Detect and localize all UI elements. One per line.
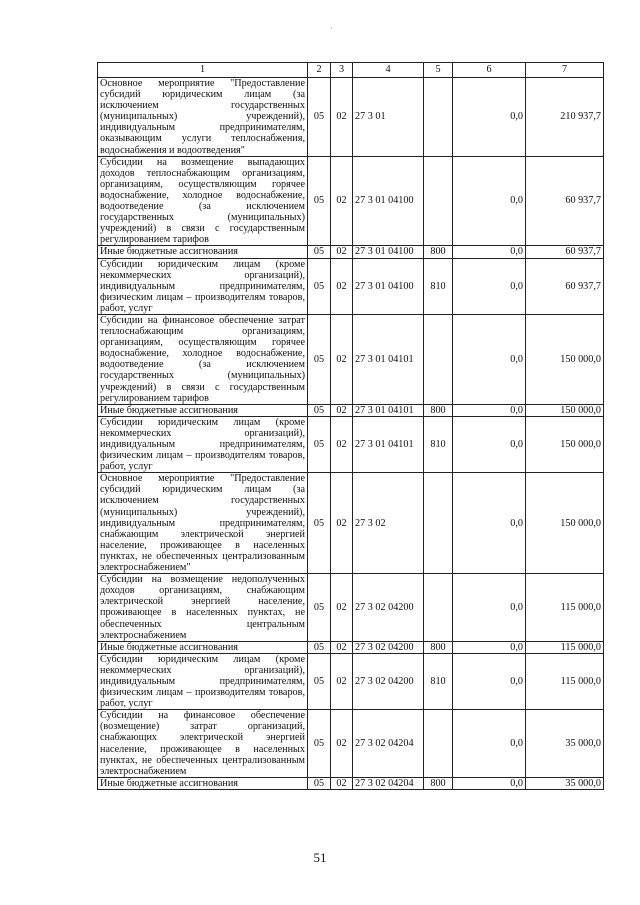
row-target-article-cell: 27 3 02 04204 — [353, 710, 424, 778]
row-expense-type-cell — [424, 710, 453, 778]
header-cell-1: 1 — [98, 63, 308, 78]
row-subsection-cell: 02 — [331, 314, 353, 404]
row-expense-type-cell — [424, 78, 453, 157]
row-value-col7-cell: 115 000,0 — [526, 641, 604, 653]
row-subsection-cell: 02 — [331, 78, 353, 157]
row-name-cell: Основное мероприятие "Предоставление субсидий юридическим лицам (за исключением государственных (муниципальных) учреждений), индивидуальным предпринимателям, снабжающим электрической энергией население, проживающее в населенных пунктах, не обеспеченных централизованным электроснабжением" — [98, 473, 308, 574]
row-target-article-cell: 27 3 01 04101 — [353, 404, 424, 416]
header-cell-7: 7 — [526, 63, 604, 78]
row-value-col7-cell: 60 937,7 — [526, 156, 604, 246]
row-value-col6-cell: 0,0 — [453, 156, 526, 246]
row-value-col6-cell: 0,0 — [453, 404, 526, 416]
table-row — [98, 777, 604, 789]
row-section-cell: 05 — [308, 473, 331, 574]
row-value-col6-cell: 0,0 — [453, 710, 526, 778]
table-header-row — [98, 63, 604, 78]
row-value-col7-cell: 60 937,7 — [526, 246, 604, 258]
budget-table — [97, 62, 604, 790]
row-expense-type-cell: 800 — [424, 246, 453, 258]
row-subsection-cell: 02 — [331, 156, 353, 246]
header-cell-2: 2 — [308, 63, 331, 78]
row-subsection-cell: 02 — [331, 710, 353, 778]
table-row — [98, 641, 604, 653]
table-row — [98, 710, 604, 778]
row-section-cell: 05 — [308, 314, 331, 404]
table-row — [98, 246, 604, 258]
row-value-col7-cell: 150 000,0 — [526, 314, 604, 404]
header-cell-6: 6 — [453, 63, 526, 78]
row-expense-type-cell — [424, 473, 453, 574]
row-name-cell: Основное мероприятие "Предоставление субсидий юридическим лицам (за исключением государственных (муниципальных) учреждений), индивидуальным предпринимателям, оказывающим услуги теплоснабжения, водоснабжения и водоотведения" — [98, 78, 308, 157]
row-name-cell: Субсидии на возмещение недополученных доходов организациям, снабжающим электрической энергией население, проживающее в населенных пунктах, не обеспеченных центральным электроснабжением — [98, 574, 308, 642]
row-name-cell: Иные бюджетные ассигнования — [98, 777, 308, 789]
row-subsection-cell: 02 — [331, 258, 353, 314]
table-row — [98, 314, 604, 404]
table-row — [98, 78, 604, 157]
row-name-cell: Субсидии юридическим лицам (кроме некоммерческих организаций), индивидуальным предпринимателям, физическим лицам – производителям товаров, работ, услуг — [98, 258, 308, 314]
row-target-article-cell: 27 3 02 04200 — [353, 574, 424, 642]
row-value-col6-cell: 0,0 — [453, 246, 526, 258]
row-target-article-cell: 27 3 02 04204 — [353, 777, 424, 789]
row-section-cell: 05 — [308, 246, 331, 258]
row-section-cell: 05 — [308, 156, 331, 246]
row-value-col6-cell: 0,0 — [453, 473, 526, 574]
table-row — [98, 258, 604, 314]
table-body — [98, 63, 604, 790]
table-row — [98, 473, 604, 574]
row-value-col7-cell: 60 937,7 — [526, 258, 604, 314]
row-expense-type-cell — [424, 156, 453, 246]
row-target-article-cell: 27 3 02 — [353, 473, 424, 574]
row-subsection-cell: 02 — [331, 574, 353, 642]
row-name-cell: Субсидии юридическим лицам (кроме некоммерческих организаций), индивидуальным предпринимателям, физическим лицам – производителям товаров, работ, услуг — [98, 416, 308, 472]
row-subsection-cell: 02 — [331, 653, 353, 709]
row-name-cell: Субсидии на финансовое обеспечение (возмещение) затрат организаций, снабжающих электрической энергией население, проживающее в населенных пунктах, не обеспеченных централизованным электроснабжением — [98, 710, 308, 778]
row-name-cell: Иные бюджетные ассигнования — [98, 246, 308, 258]
table-row — [98, 574, 604, 642]
row-target-article-cell: 27 3 01 04100 — [353, 246, 424, 258]
row-name-cell: Иные бюджетные ассигнования — [98, 404, 308, 416]
row-target-article-cell: 27 3 01 04100 — [353, 156, 424, 246]
row-value-col7-cell: 115 000,0 — [526, 653, 604, 709]
row-expense-type-cell: 810 — [424, 258, 453, 314]
row-value-col7-cell: 150 000,0 — [526, 416, 604, 472]
header-cell-3: 3 — [331, 63, 353, 78]
row-subsection-cell: 02 — [331, 404, 353, 416]
row-value-col6-cell: 0,0 — [453, 777, 526, 789]
row-expense-type-cell — [424, 314, 453, 404]
row-target-article-cell: 27 3 01 — [353, 78, 424, 157]
row-expense-type-cell: 800 — [424, 777, 453, 789]
row-target-article-cell: 27 3 01 04100 — [353, 258, 424, 314]
row-section-cell: 05 — [308, 258, 331, 314]
row-value-col6-cell: 0,0 — [453, 653, 526, 709]
row-expense-type-cell: 810 — [424, 653, 453, 709]
row-section-cell: 05 — [308, 777, 331, 789]
table-row — [98, 156, 604, 246]
row-name-cell: Субсидии на финансовое обеспечение затрат теплоснабжающим организациям, организациям, осуществляющим горячее водоснабжение, холодное водоснабжение, водоотведение (за исключением государственных (муниципальных) учреждений) в связи с государственным регулированием тарифов — [98, 314, 308, 404]
row-target-article-cell: 27 3 01 04101 — [353, 314, 424, 404]
row-value-col6-cell: 0,0 — [453, 258, 526, 314]
row-target-article-cell: 27 3 02 04200 — [353, 653, 424, 709]
row-value-col7-cell: 115 000,0 — [526, 574, 604, 642]
table-row — [98, 653, 604, 709]
row-subsection-cell: 02 — [331, 777, 353, 789]
row-section-cell: 05 — [308, 416, 331, 472]
row-section-cell: 05 — [308, 404, 331, 416]
row-value-col6-cell: 0,0 — [453, 574, 526, 642]
row-expense-type-cell: 810 — [424, 416, 453, 472]
row-expense-type-cell: 800 — [424, 641, 453, 653]
row-subsection-cell: 02 — [331, 641, 353, 653]
table-row — [98, 404, 604, 416]
scan-speck: · — [330, 24, 333, 33]
row-section-cell: 05 — [308, 641, 331, 653]
header-cell-4: 4 — [353, 63, 424, 78]
row-value-col7-cell: 150 000,0 — [526, 404, 604, 416]
row-target-article-cell: 27 3 02 04200 — [353, 641, 424, 653]
row-subsection-cell: 02 — [331, 246, 353, 258]
row-subsection-cell: 02 — [331, 473, 353, 574]
row-value-col6-cell: 0,0 — [453, 314, 526, 404]
row-section-cell: 05 — [308, 653, 331, 709]
row-value-col6-cell: 0,0 — [453, 641, 526, 653]
row-section-cell: 05 — [308, 78, 331, 157]
row-name-cell: Субсидии на возмещение выпадающих доходов теплоснабжающим организациям, организациям, осуществляющим горячее водоснабжение, холодное водоснабжение, водоотведение (за исключением государственных (муниципальных) учреждений) в связи с государственным регулированием тарифов — [98, 156, 308, 246]
row-value-col7-cell: 35 000,0 — [526, 777, 604, 789]
row-target-article-cell: 27 3 01 04101 — [353, 416, 424, 472]
page-number: 51 — [313, 850, 327, 865]
row-section-cell: 05 — [308, 574, 331, 642]
row-value-col6-cell: 0,0 — [453, 78, 526, 157]
row-value-col6-cell: 0,0 — [453, 416, 526, 472]
row-subsection-cell: 02 — [331, 416, 353, 472]
row-section-cell: 05 — [308, 710, 331, 778]
row-value-col7-cell: 150 000,0 — [526, 473, 604, 574]
row-expense-type-cell: 800 — [424, 404, 453, 416]
row-name-cell: Субсидии юридическим лицам (кроме некоммерческих организаций), индивидуальным предпринимателям, физическим лицам – производителям товаров, работ, услуг — [98, 653, 308, 709]
row-value-col7-cell: 35 000,0 — [526, 710, 604, 778]
header-cell-5: 5 — [424, 63, 453, 78]
row-name-cell: Иные бюджетные ассигнования — [98, 641, 308, 653]
row-expense-type-cell — [424, 574, 453, 642]
table-row — [98, 416, 604, 472]
row-value-col7-cell: 210 937,7 — [526, 78, 604, 157]
